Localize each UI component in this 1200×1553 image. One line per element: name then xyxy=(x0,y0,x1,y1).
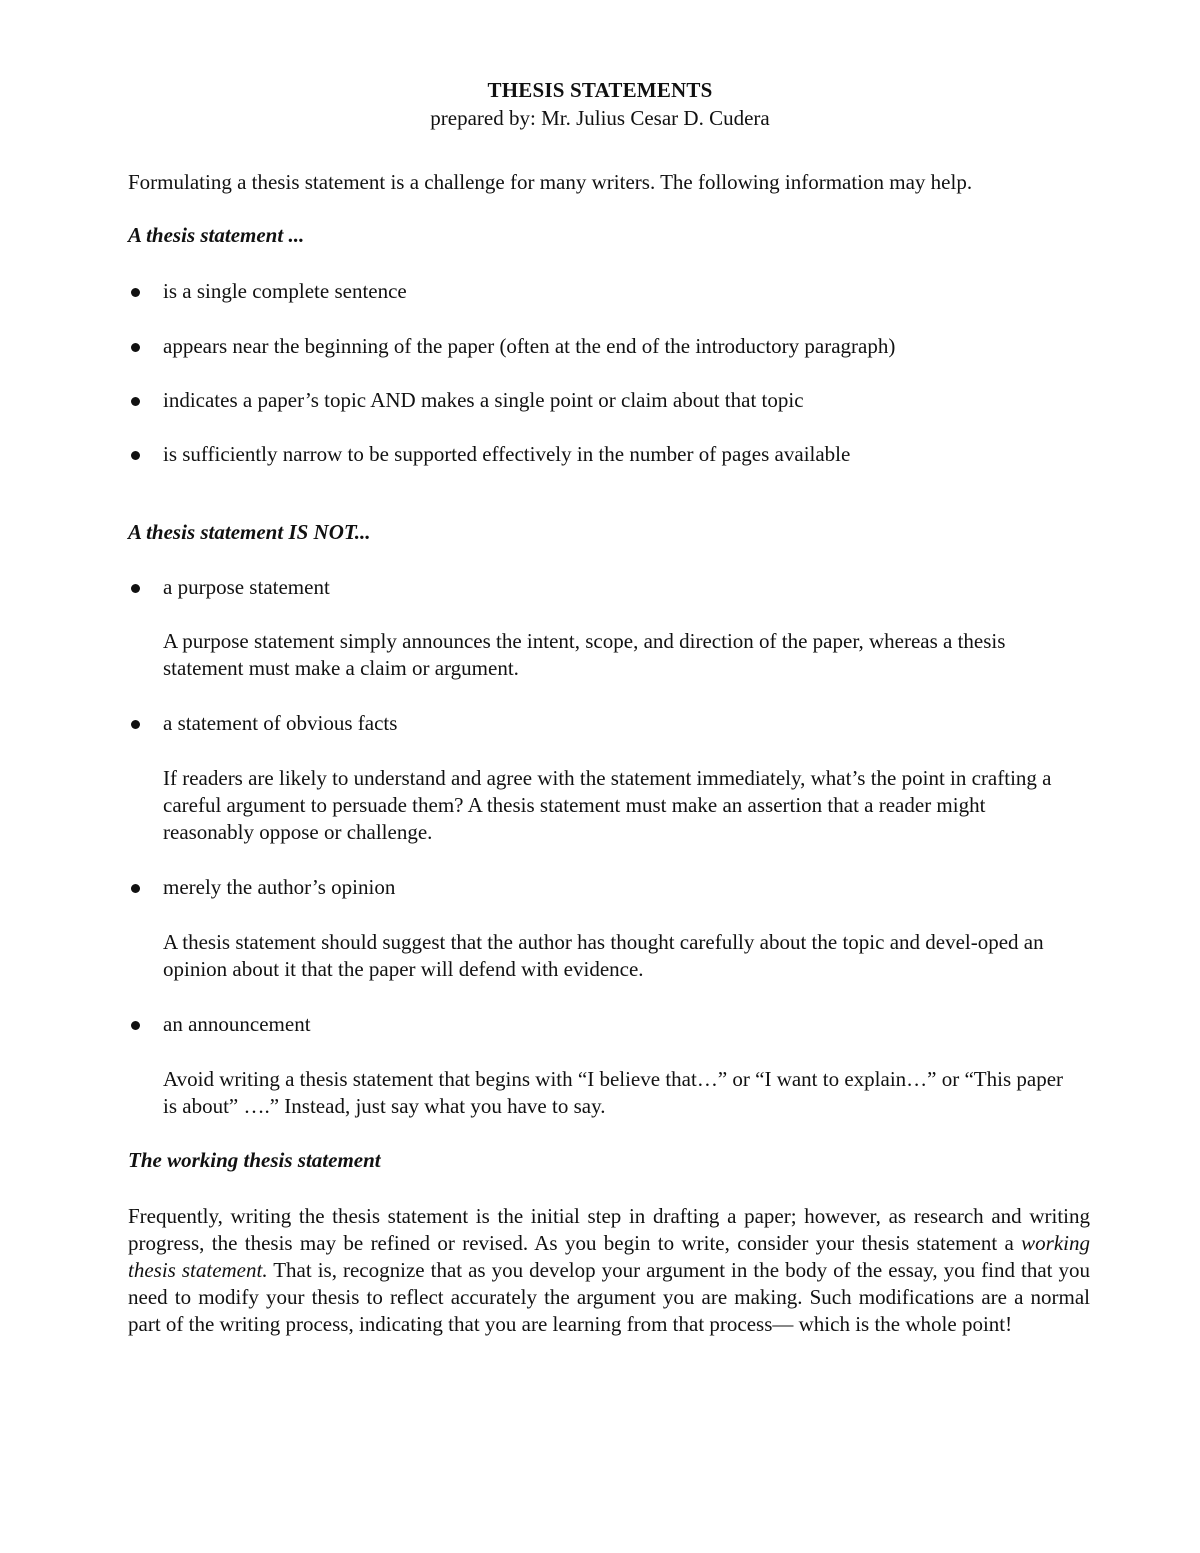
intro-paragraph: Formulating a thesis statement is a challenge for many writers. The following information may help. xyxy=(128,170,973,194)
list-item-text: merely the author’s opinion xyxy=(163,875,396,899)
list-item-text: appears near the beginning of the paper (often at the end of the introductory paragraph) xyxy=(163,334,896,358)
section-heading-working: The working thesis statement xyxy=(128,1148,381,1172)
list-item-explanation: If readers are likely to understand and agree with the statement immediately, what’s the point in crafting a careful argument to persuade them? A thesis statement must make an assertion that a reader might reasonably oppose or challenge. xyxy=(163,766,1052,844)
list-item-explanation: Avoid writing a thesis statement that begins with “I believe that…” or “I want to explain…” or “This paper is about” ….” Instead, just say what you have to say. xyxy=(163,1067,1064,1118)
document-byline: prepared by: Mr. Julius Cesar D. Cudera xyxy=(430,106,770,130)
working-para-part2: That is, recognize that as you develop your argument in the body of the essay, you find that you need to modify your thesis to reflect accurately the argument you are making. Such modifications are a normal part of the writing process, indicating that you are learning from that process— which is the whole point! xyxy=(128,1258,1090,1336)
working-para-italic: working thesis statement. xyxy=(128,1231,1090,1282)
working-thesis-paragraph xyxy=(128,1203,1090,1338)
section-heading-is: A thesis statement ... xyxy=(128,223,305,247)
bullet-icon xyxy=(131,451,140,460)
document-title: THESIS STATEMENTS xyxy=(487,78,713,102)
list-item-explanation: A thesis statement should suggest that the author has thought carefully about the topic and devel-oped an opinion about it that the paper will defend with evidence. xyxy=(163,930,1044,981)
list-item-text: a statement of obvious facts xyxy=(163,711,398,735)
bullet-icon xyxy=(131,720,140,729)
bullet-icon xyxy=(131,288,140,297)
list-item-text: indicates a paper’s topic AND makes a single point or claim about that topic xyxy=(163,388,804,412)
bullet-icon xyxy=(131,397,140,406)
list-item-text: is a single complete sentence xyxy=(163,279,407,303)
list-item-text: is sufficiently narrow to be supported effectively in the number of pages available xyxy=(163,442,851,466)
bullet-icon xyxy=(131,584,140,593)
bullet-icon xyxy=(131,884,140,893)
bullet-icon xyxy=(131,343,140,352)
working-para-part1: Frequently, writing the thesis statement is the initial step in drafting a paper; however, as research and writing progress, the thesis may be refined or revised. As you begin to write, consider your thesis statement a xyxy=(128,1204,1090,1255)
list-item-text: an announcement xyxy=(163,1012,311,1036)
section-heading-is-not: A thesis statement IS NOT... xyxy=(128,520,371,544)
bullet-icon xyxy=(131,1021,140,1030)
list-item-explanation: A purpose statement simply announces the intent, scope, and direction of the paper, whereas a thesis statement must make a claim or argument. xyxy=(163,629,1006,680)
list-item-text: a purpose statement xyxy=(163,575,330,599)
